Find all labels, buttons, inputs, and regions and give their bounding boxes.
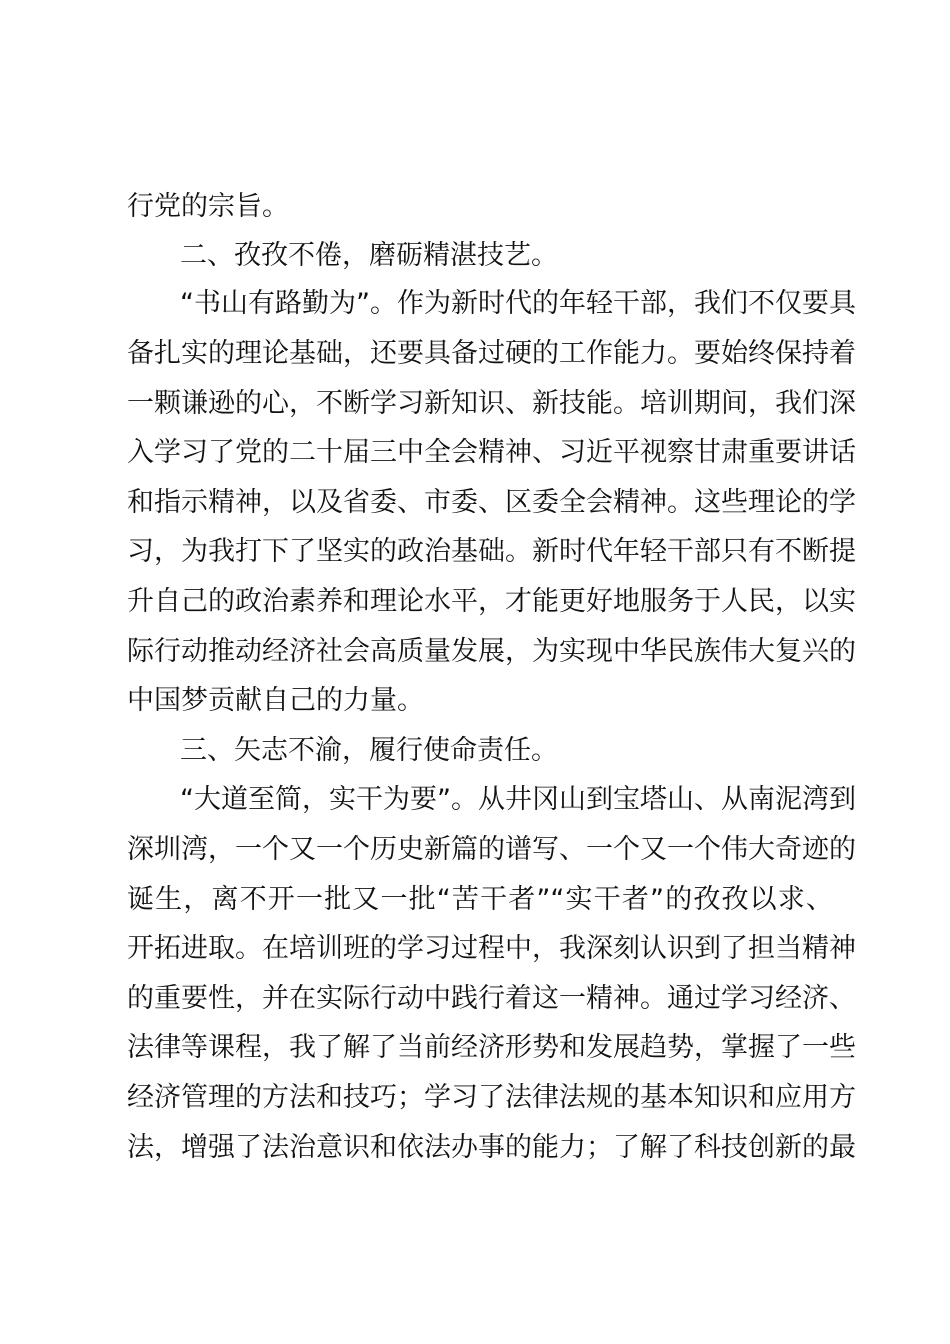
text-line: 诞生，离不开一批又一批“苦干者”“实干者”的孜孜以求、 <box>127 884 833 915</box>
section-heading: 三、矢志不渝，履行使命责任。 <box>180 735 558 766</box>
text-line: “大道至简，实干为要”。从井冈山到宝塔山、从南泥湾到 <box>180 784 856 815</box>
text-line: 习，为我打下了坚实的政治基础。新时代年轻干部只有不断提 <box>127 536 856 567</box>
text-line: 的重要性，并在实际行动中践行着这一精神。通过学习经济、 <box>127 983 856 1014</box>
text-line: 开拓进取。在培训班的学习过程中，我深刻认识到了担当精神 <box>127 933 856 964</box>
text-line: 际行动推动经济社会高质量发展，为实现中华民族伟大复兴的 <box>127 636 856 667</box>
text-line: “书山有路勤为”。作为新时代的年轻干部，我们不仅要具 <box>180 288 856 319</box>
text-line: 一颗谦逊的心，不断学习新知识、新技能。培训期间，我们深 <box>127 388 856 419</box>
text-line: 法律等课程，我了解了当前经济形势和发展趋势，掌握了一些 <box>127 1032 856 1063</box>
text-line: 法，增强了法治意识和依法办事的能力；了解了科技创新的最 <box>127 1132 856 1163</box>
text-line: 备扎实的理论基础，还要具备过硬的工作能力。要始终保持着 <box>127 338 856 369</box>
text-line: 升自己的政治素养和理论水平，才能更好地服务于人民，以实 <box>127 586 856 617</box>
text-line: 深圳湾，一个又一个历史新篇的谱写、一个又一个伟大奇迹的 <box>127 834 856 865</box>
text-line: 行党的宗旨。 <box>127 191 289 222</box>
text-line: 经济管理的方法和技巧；学习了法律法规的基本知识和应用方 <box>127 1082 856 1113</box>
text-line: 中国梦贡献自己的力量。 <box>127 685 424 716</box>
text-line: 入学习了党的二十届三中全会精神、习近平视察甘肃重要讲话 <box>127 437 856 468</box>
text-line: 和指示精神，以及省委、市委、区委全会精神。这些理论的学 <box>127 487 856 518</box>
section-heading: 二、孜孜不倦，磨砺精湛技艺。 <box>180 240 558 271</box>
